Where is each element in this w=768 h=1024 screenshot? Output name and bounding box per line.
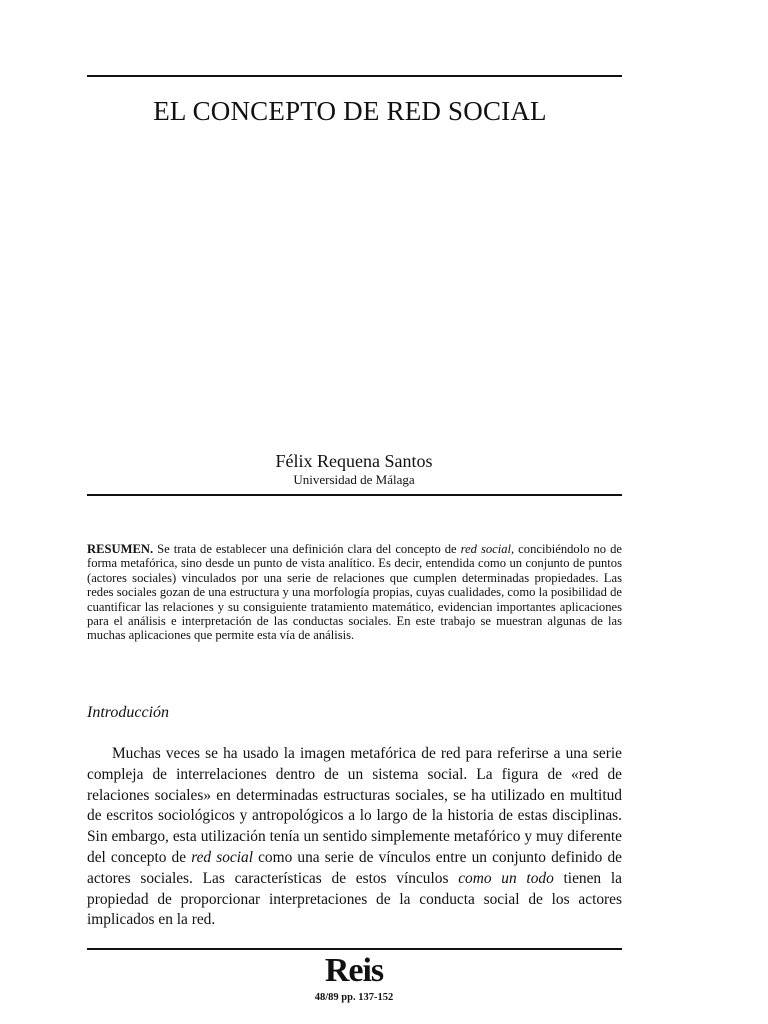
abstract-text-cont: concibiéndolo no de forma metafórica, sino desde un punto de vista analítico. Es decir, entendida como un conjunto de puntos (actores sociales) vinculados por una serie de relaciones que cumplen determinadas propiedades. Las redes sociales gozan de una estructura y una morfología propias, cuyas cualidades, como la posibilidad de cuantificar las relaciones y su consiguiente tratamiento matemático, evidencian importantes aplicaciones para el análisis e interpretación de las conductas sociales. En este trabajo se muestran algunas de las muchas aplicaciones que permite esta vía de análisis.: [87, 542, 622, 643]
body-term-2: como un todo: [458, 869, 554, 887]
author-name: Félix Requena Santos: [275, 451, 433, 471]
body-paragraph: [87, 744, 622, 931]
abstract-text: Se trata de establecer una definición clara del concepto de: [153, 542, 461, 556]
body-text: Muchas veces se ha usado la imagen metafórica de red para referirse a una serie compleja de interrelaciones dentro de un sistema social. La figura de «red de relaciones sociales» en determinadas estructuras sociales, se ha utilizado en multitud de escritos sociológicos y antropológicos a lo largo de la historia de estas disciplinas. Sin embargo, esta utilización tenía un sentido simplemente metafórico y muy diferente del concepto de: [87, 745, 622, 866]
abstract: [87, 542, 622, 643]
section-heading: Introducción: [87, 704, 170, 721]
journal-logo: Reis: [324, 952, 384, 989]
body-text-cont: como una serie de vínculos entre un conjunto definido de actores sociales. Las características de estos vínculos: [87, 848, 622, 887]
issue-pages: 48/89 pp. 137-152: [314, 992, 394, 1003]
body-term: red social: [191, 848, 253, 866]
author-affiliation: Universidad de Málaga: [293, 472, 415, 487]
footer-rule: [87, 948, 622, 950]
author-rule: [87, 494, 622, 496]
abstract-term: red social,: [460, 542, 515, 556]
body-text-end: tienen la propiedad de proporcionar interpretaciones de la conducta social de los actores implicados en la red.: [87, 869, 622, 929]
paper-title: EL CONCEPTO DE RED SOCIAL: [153, 96, 547, 126]
abstract-label: RESUMEN.: [87, 542, 154, 556]
top-rule: [87, 75, 622, 77]
